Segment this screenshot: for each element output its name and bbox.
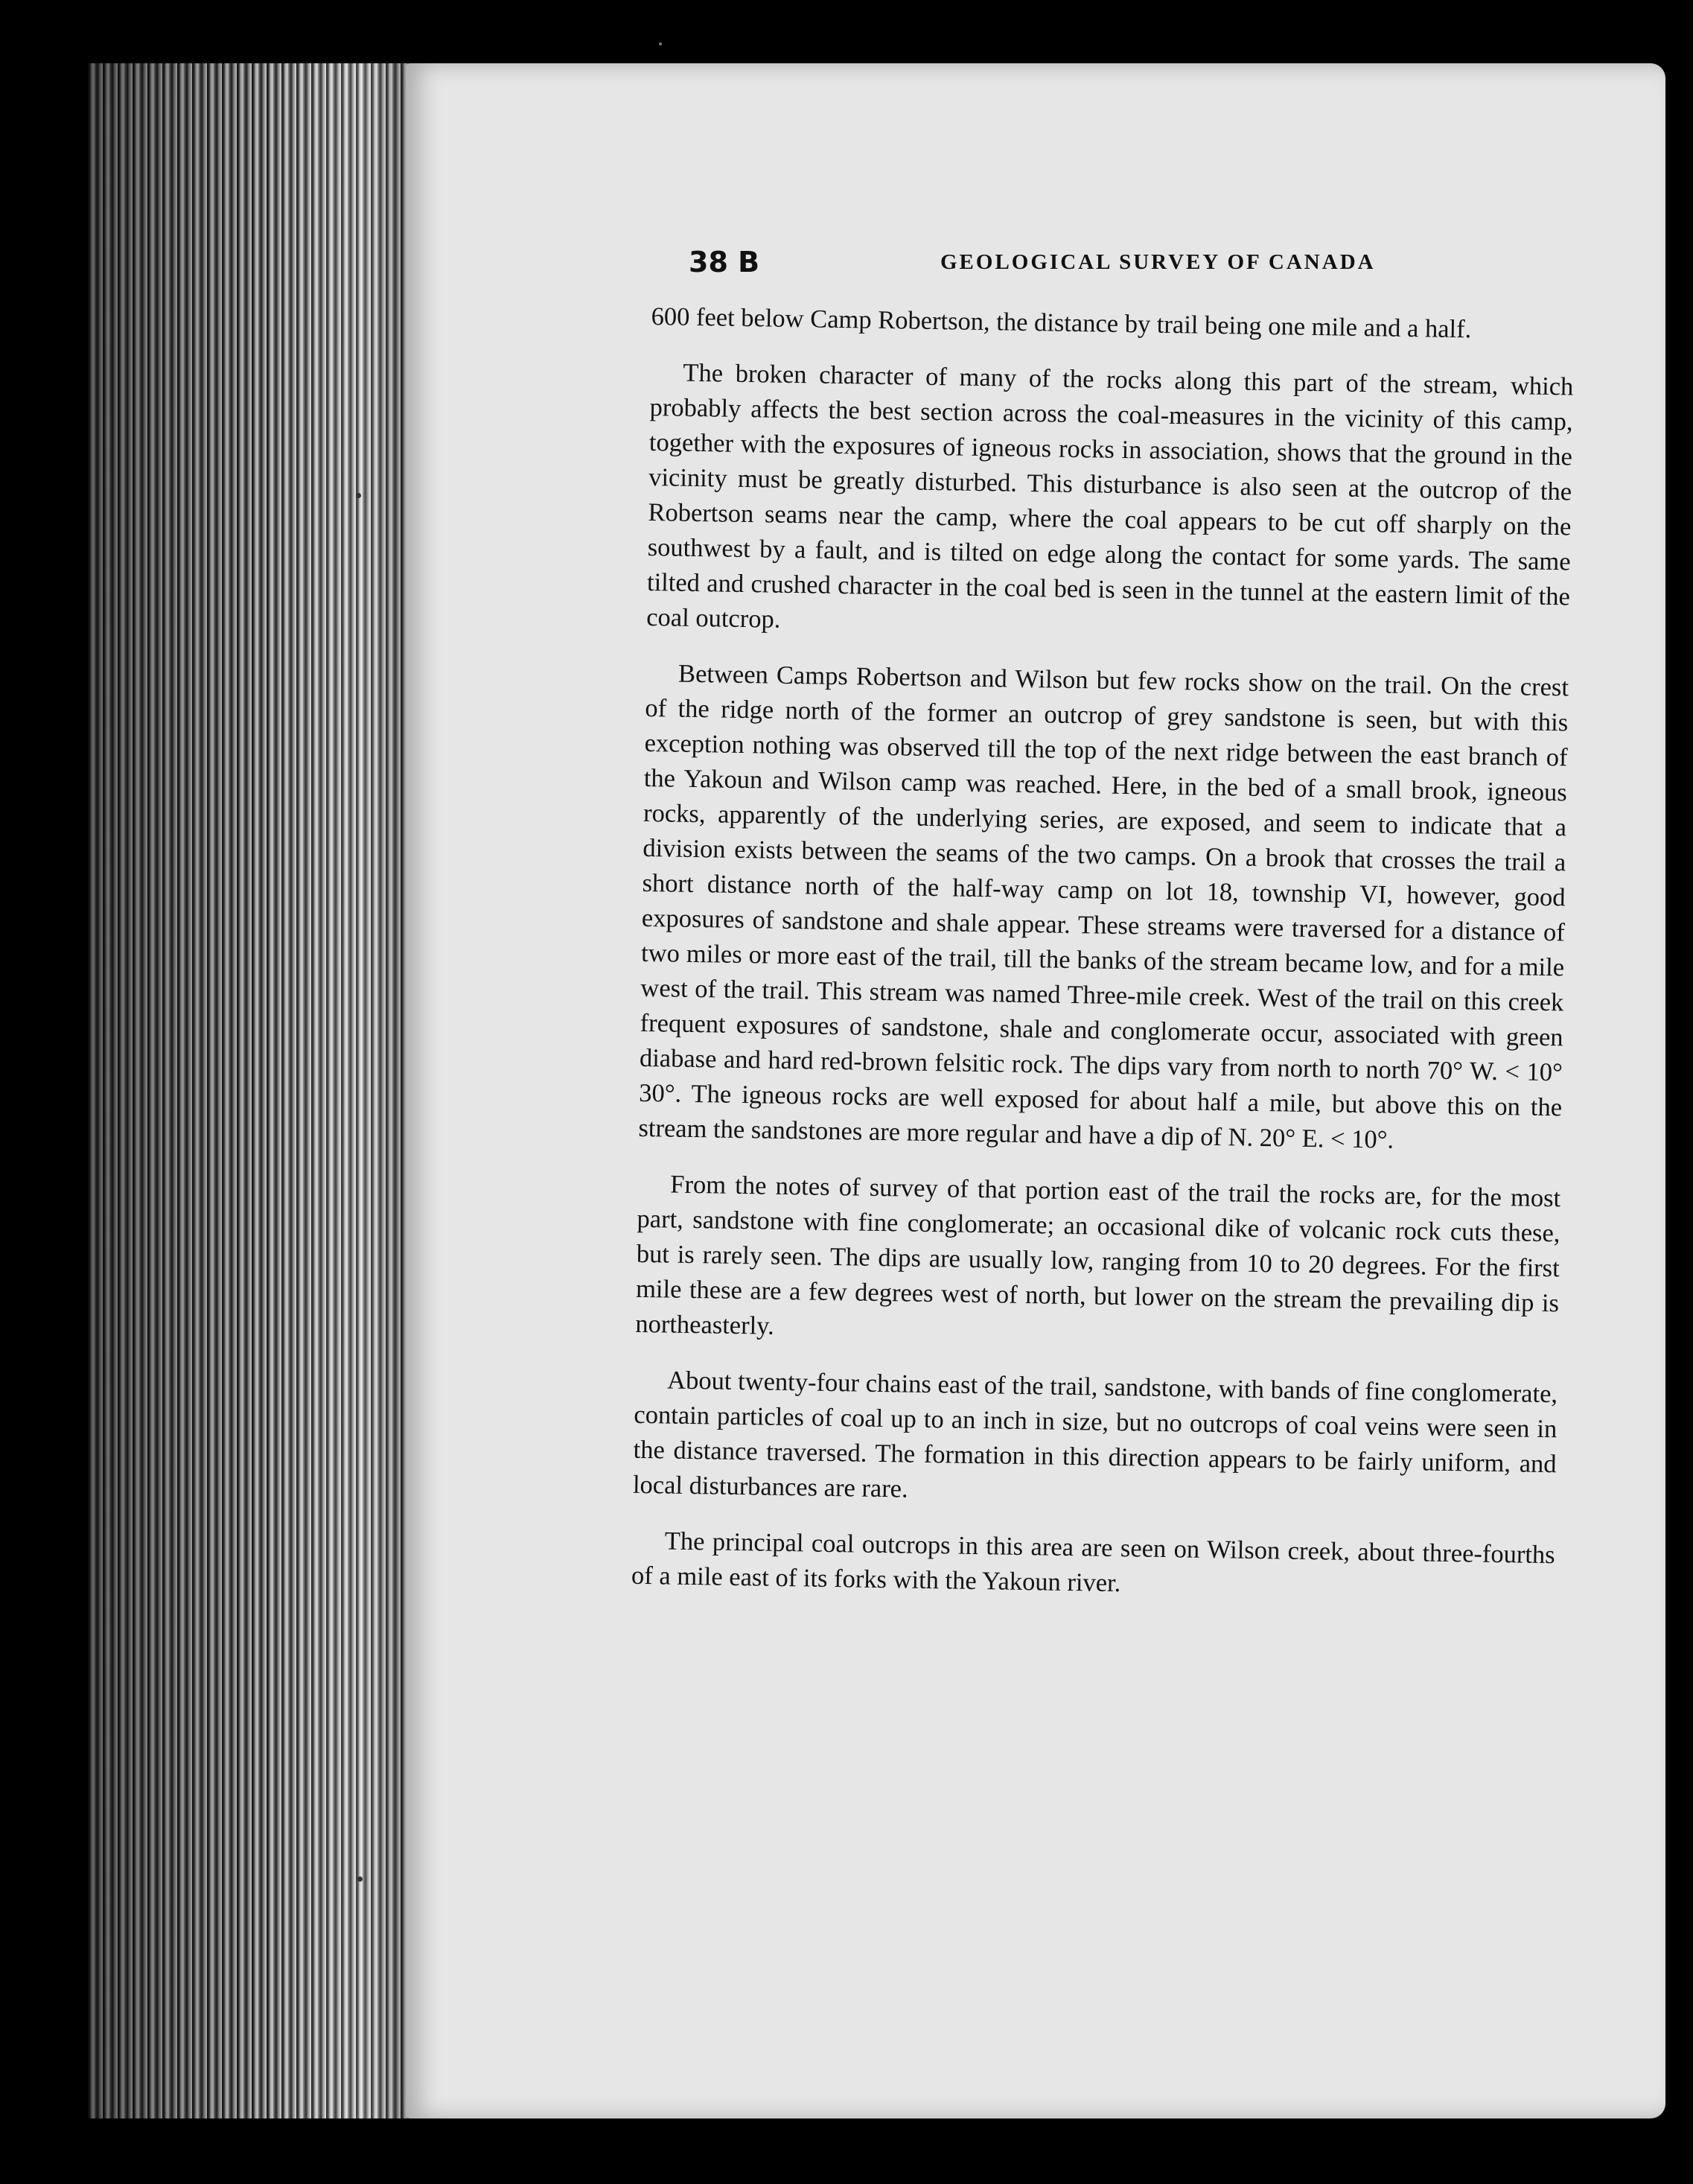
paragraph: The broken character of many of the rocks along this part of the stream, which probably affects the best section across the coal-measures in the vicinity of this camp, together with the exposures of igneous rocks in association, shows that the ground in the vicinity must be greatly disturbed. This disturbance is also seen at the outcrop of the Robertson seams near the camp, where the coal appears to be cut off sharply on the southwest by a fault, and is tilted on edge along the contact for some yards. The same tilted and crushed character in the coal bed is seen in the tunnel at the eastern limit of the coal outcrop. (645, 358, 1574, 634)
speck-mark (357, 1876, 363, 1882)
paragraph: The principal coal outcrops in this area are seen on Wilson creek, about three-fourths of a mile east of its forks with the Yakoun river. (631, 1526, 1555, 1598)
paragraph: 600 feet below Camp Robertson, the distance by trail being one mile and a half. (651, 302, 1472, 344)
page-header (689, 246, 1560, 283)
paragraph: About twenty-four chains east of the trail, sandstone, with bands of fine conglomerate, contain particles of coal up to an inch in size, but no outcrops of coal veins were seen in the distance traversed. The formation in this direction appears to be fairly uniform, and local disturbances are rare. (632, 1366, 1558, 1503)
body-text (631, 299, 1575, 1629)
paragraph: Between Camps Robertson and Wilson but few rocks show on the trail. On the crest of the ridge north of the former an outcrop of grey sandstone is seen, but with this exception nothing was observed till the top of the next ridge between the east branch of the Yakoun and Wilson camp was reached. Here, in the bed of a small brook, igneous rocks, apparently of the underlying series, are exposed, and seem to indicate that a division exists between the seams of the two camps. On a brook that crosses the trail a short distance north of the half-way camp on lot 18, township VI, however, good exposures of sandstone and shale appear. These streams were traversed for a distance of two miles or more east of the trail, till the banks of the stream became low, and for a mile west of the trail. This stream was named Three-mile creek. West of the trail on this creek frequent exposures of sandstone, shale and conglomerate occur, associated with green diabase and hard red-brown felsitic rock. The dips vary from north to north 70° W. < 10° 30°. The igneous rocks are well exposed for about half a mile, but above this on the stream the sandstones are more regular and have a dip of N. 20° E. < 10°. (638, 659, 1569, 1154)
paragraph: From the notes of survey of that portion east of the trail the rocks are, for the most part, sandstone with fine conglomerate; an occasional dike of volcanic rock cuts these, but is rarely seen. The dips are usually low, ranging from 10 to 20 degrees. For the first mile these are a few degrees west of north, but lower on the stream the prevailing dip is northeasterly. (635, 1170, 1561, 1340)
speck-mark (659, 42, 662, 45)
running-head: GEOLOGICAL SURVEY OF CANADA (940, 250, 1376, 274)
speck-mark (356, 493, 361, 498)
page-number: 38 B (689, 246, 760, 278)
book-page-edges (88, 63, 415, 2118)
